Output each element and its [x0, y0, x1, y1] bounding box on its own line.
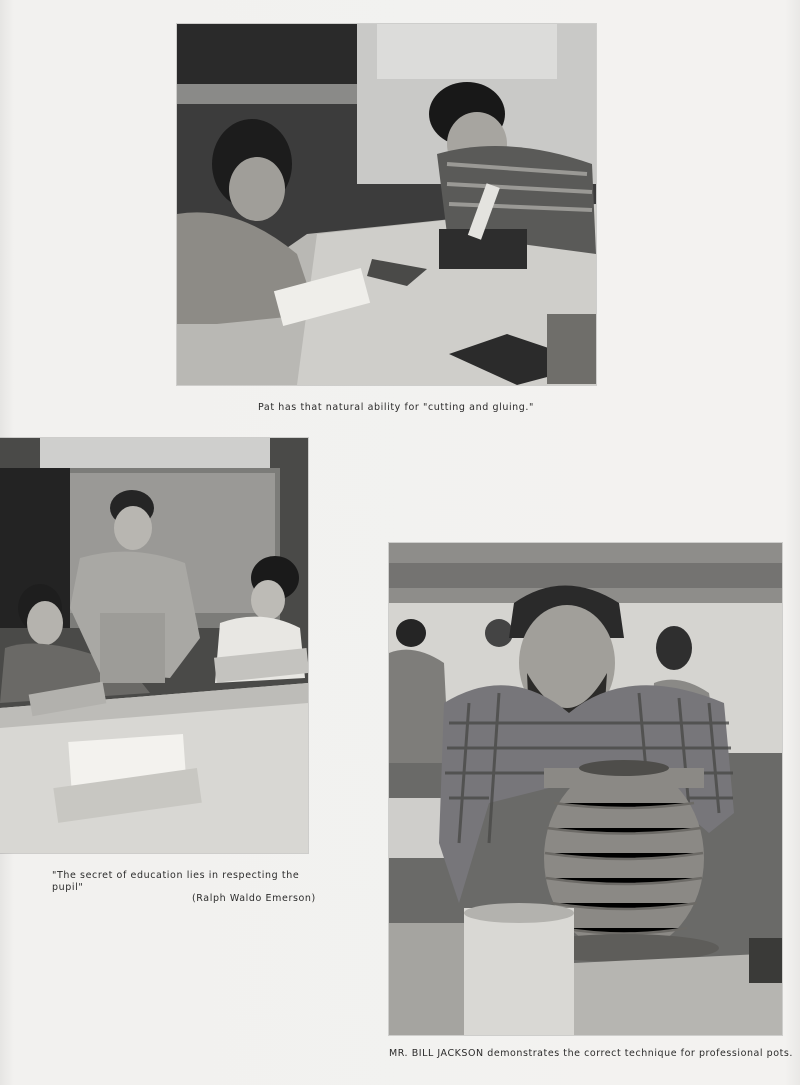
photo-classroom-teacher [0, 438, 308, 853]
photo-pottery-demonstration-image [389, 543, 782, 1035]
caption-right: MR. BILL JACKSON demonstrates the correct technique for professional pots. [389, 1048, 793, 1059]
caption-top: Pat has that natural ability for "cutting and gluing." [258, 402, 535, 413]
photo-cutting-and-gluing-image [177, 24, 596, 385]
photo-cutting-and-gluing [177, 24, 596, 385]
quote-text [52, 870, 308, 894]
quote-line-2: pupil" [52, 882, 84, 893]
quote-line-1: "The secret of education lies in respecting the [52, 870, 300, 881]
quote-attribution: (Ralph Waldo Emerson) [192, 893, 316, 904]
photo-classroom-teacher-image [0, 438, 308, 853]
photo-pottery-demonstration [389, 543, 782, 1035]
